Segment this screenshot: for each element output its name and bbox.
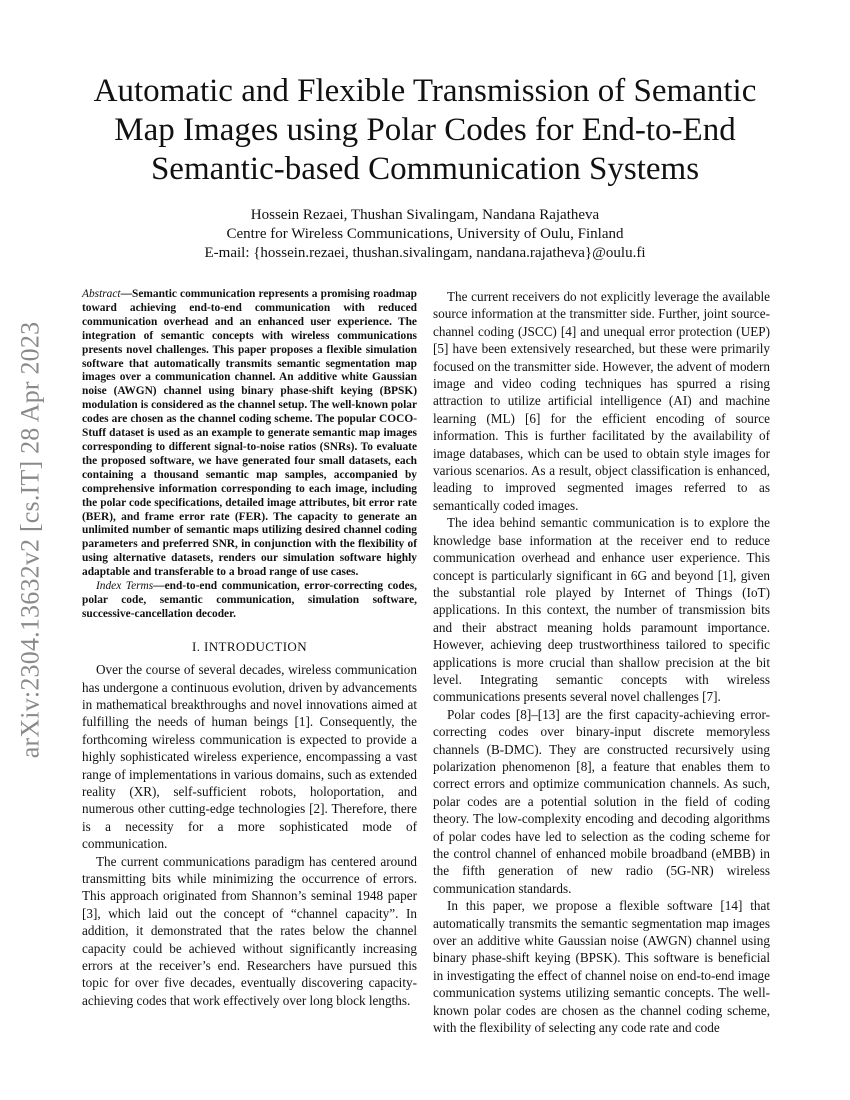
abstract-lead: Abstract — [82, 288, 121, 300]
arxiv-identifier: arXiv:2304.13632v2 [cs.IT] 28 Apr 2023 — [15, 321, 45, 759]
right-paragraph: In this paper, we propose a flexible software [14] that automatically transmits the semantic segmentation map images over an additive white Gaussian noise (AWGN) channel using binary phase-shift keying (BPSK). This software is beneficial in investigating the effect of channel noise on end-to-end image communication systems utilizing semantic concepts. The well-known polar codes are chosen as the channel coding scheme, with the flexibility of selecting any code rate and code — [433, 898, 770, 1036]
paper-title: Automatic and Flexible Transmission of Semantic Map Images using Polar Codes for End-to-End Semantic-based Communication Systems — [93, 73, 757, 187]
author-block — [60, 206, 790, 263]
section-heading-introduction: I. INTRODUCTION — [191, 638, 308, 654]
index-terms-lead: Index Terms — [96, 580, 154, 593]
index-terms-body: —end-to-end communication, error-correcting codes, polar code, semantic communication, simulation software, successive-cancellation decoder. — [82, 580, 417, 620]
right-column — [433, 288, 770, 1036]
right-paragraph: Polar codes [8]–[13] are the first capacity-achieving error-correcting codes over binary-input discrete memoryless channels (B-DMC). They are constructed recursively using polarization phenomenon [8], a feature that enables them to correct errors and optimize communication channels. As such, polar codes are a potential solution in the field of coding theory. The low-complexity encoding and decoding algorithms of polar codes have led to selection as the coding scheme for the control channel of enhanced mobile broadband (eMBB) in the fifth generation of new radio (5G-NR) wireless communication standards. — [433, 706, 770, 896]
author-names: Hossein Rezaei, Thushan Sivalingam, Nandana Rajatheva — [250, 207, 600, 223]
abstract — [82, 288, 417, 580]
right-paragraph: The idea behind semantic communication is to explore the knowledge base information at the receiver end to reduce communication overhead and enhance user experience. This concept is particularly significant in 6G and beyond [1], given the substantial role played by Internet of Things (IoT) applications. In this context, the number of transmission bits and their abstract meaning holds paramount importance. However, achieving deep trustworthiness tailored to specific applications is more crucial than shallow precision at the bit level. Integrating semantic concepts with wireless communications presents several novel challenges [7]. — [433, 515, 770, 705]
left-paragraph: Over the course of several decades, wireless communication has undergone a continuous evolution, driven by advancements in mathematical breakthroughs and novel innovations aimed at fulfilling the needs of human beings [1]. Consequently, the forthcoming wireless communication is expected to provide a highly sophisticated wireless experience, encompassing a vast range of implementations in various domains, such as extended reality (XR), self-sufficient robots, holoportation, and numerous other cutting-edge technologies [2]. Therefore, there is a necessity for a more sophisticated mode of communication. — [82, 662, 417, 852]
abstract-body: —Semantic communication represents a promising roadmap toward achieving end-to-end communication with reduced communication overhead and an enhanced user experience. The integration of semantic concepts with wireless communications presents novel challenges. This paper proposes a flexible simulation software that automatically transmits semantic segmentation map images over a communication channel. An additive white Gaussian noise (AWGN) channel using binary phase-shift keying (BPSK) modulation is considered as the channel setup. The well-known polar codes are chosen as the channel coding scheme. The popular COCO-Stuff dataset is used as an example to generate semantic map images corresponding to different signal-to-noise ratios (SNRs). To evaluate the proposed software, we have generated four small datasets, each containing a thousand semantic map samples, accompanied by comprehensive information corresponding to each image, including the polar code specifications, detailed image attributes, bit error rate (BER), and frame error rate (FER). The capacity to generate an unlimited number of semantic maps utilizing desired channel coding parameters and preferred SNR, in conjunction with the flexibility of using alternative datasets, renders our simulation software highly adaptable and transferable to a broad range of use cases. — [82, 288, 417, 579]
author-email: E-mail: {hossein.rezaei, thushan.sivalingam, nandana.rajatheva}@oulu.fi — [204, 245, 646, 261]
index-terms — [82, 580, 417, 622]
author-affiliation: Centre for Wireless Communications, University of Oulu, Finland — [226, 226, 624, 242]
right-paragraph: The current receivers do not explicitly leverage the available source information at the transmitter side. Further, joint source-channel coding (JSCC) [4] and unequal error protection (UEP) [5] have been extensively researched, but these were primarily focused on the transmitter side. However, the advent of modern image and video coding techniques has spurred a rising attraction to utilize artificial intelligence (AI) and machine learning (ML) [6] for the efficient encoding of source information. This is further facilitated by the availability of image databases, which can be used to obtain style images for various scenarios. As a result, object classification is enhanced, leading to improved segmented images referred to as semantically coded images. — [433, 289, 770, 513]
left-column — [82, 288, 417, 1009]
arxiv-sidebar — [12, 300, 48, 780]
left-paragraph: The current communications paradigm has centered around transmitting bits while minimizing the occurrence of errors. This approach originated from Shannon’s seminal 1948 paper [3], which laid out the concept of “channel capacity”. In addition, it demonstrated that the rates below the channel capacity could be achieved without significantly increasing errors at the receiver’s end. Researchers have pursued this topic for over five decades, eventually discovering capacity-achieving codes that work effectively over long block lengths. — [82, 853, 417, 1008]
